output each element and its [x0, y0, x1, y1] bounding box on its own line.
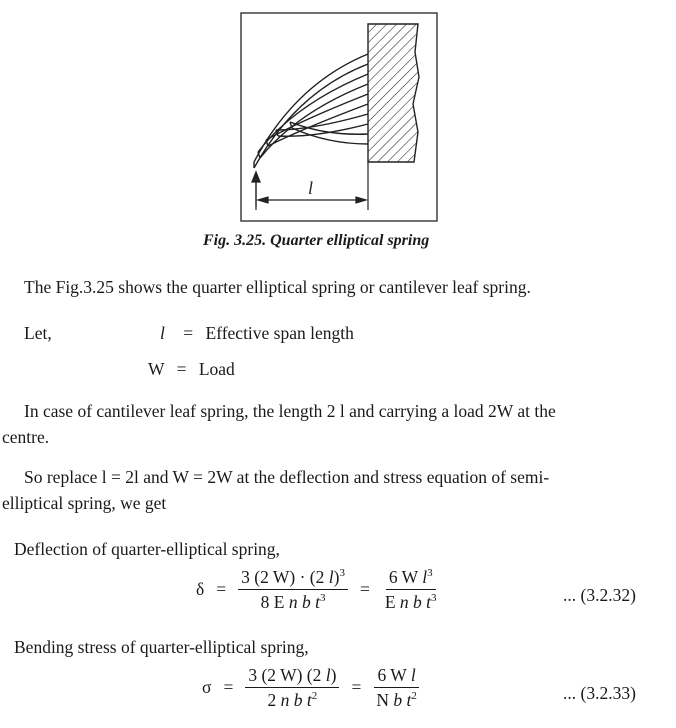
stress-frac1-denominator: 2 n b $t^2$ — [267, 690, 318, 710]
stress-equation-number: ... (3.2.33) — [563, 683, 636, 703]
deflection-frac2-numerator: 6 W $l^3$ — [386, 566, 436, 590]
stress-frac1-numerator: 3 (2 W) (2 l) — [245, 664, 339, 688]
deflection-frac1-denominator: 8 E n b $t^3$ — [260, 592, 326, 612]
stress-lhs: σ — [202, 677, 212, 697]
deflection-equation — [196, 566, 440, 613]
deflection-heading: Deflection of quarter-elliptical spring, — [14, 539, 280, 559]
definition-row-1 — [160, 322, 354, 344]
deflection-eq-2: = — [359, 579, 370, 599]
stress-fraction-2 — [373, 664, 420, 711]
figure-caption: Fig. 3.25. Quarter elliptical spring — [203, 232, 430, 249]
stress-equation — [202, 664, 420, 711]
stress-heading: Bending stress of quarter-elliptical spring, — [14, 637, 309, 657]
stress-fraction-1 — [245, 664, 339, 711]
def2-symbol: W — [148, 359, 165, 379]
stress-frac2-numerator: 6 W l — [374, 664, 418, 688]
def2-eq: = — [176, 359, 187, 379]
def1-symbol: l — [160, 323, 165, 343]
paragraph-replace-line2: elliptical spring, we get — [2, 493, 167, 513]
wall-support — [368, 24, 419, 162]
def1-meaning: Effective span length — [205, 323, 354, 343]
deflection-fraction-1 — [238, 566, 348, 613]
paragraph-replace-line1: So replace l = 2l and W = 2W at the deflection and stress equation of semi- — [24, 467, 550, 487]
spring-leaves — [254, 54, 368, 168]
stress-eq-2: = — [351, 677, 362, 697]
deflection-equation-number: ... (3.2.32) — [563, 585, 636, 605]
paragraph-intro: The Fig.3.25 shows the quarter elliptical spring or cantilever leaf spring. — [24, 277, 531, 297]
def2-meaning: Load — [198, 359, 235, 379]
let-label: Let, — [24, 323, 52, 343]
deflection-eq-1: = — [216, 579, 227, 599]
quarter-elliptical-spring-figure — [240, 12, 440, 224]
deflection-lhs: δ — [196, 579, 205, 599]
paragraph-cantilever-line1: In case of cantilever leaf spring, the length 2 l and carrying a load 2W at the — [24, 401, 556, 421]
stress-eq-1: = — [223, 677, 234, 697]
deflection-fraction-2 — [382, 566, 440, 613]
def1-eq: = — [183, 323, 194, 343]
deflection-frac1-numerator: 3 (2 W) · (2 l)$^3$ — [238, 566, 348, 590]
stress-frac2-denominator: N b $t^2$ — [376, 690, 417, 710]
deflection-frac2-denominator: E n b $t^3$ — [384, 592, 437, 612]
definition-row-2 — [148, 358, 235, 380]
dimension-label: l — [308, 178, 314, 198]
paragraph-cantilever-line2: centre. — [2, 427, 50, 447]
